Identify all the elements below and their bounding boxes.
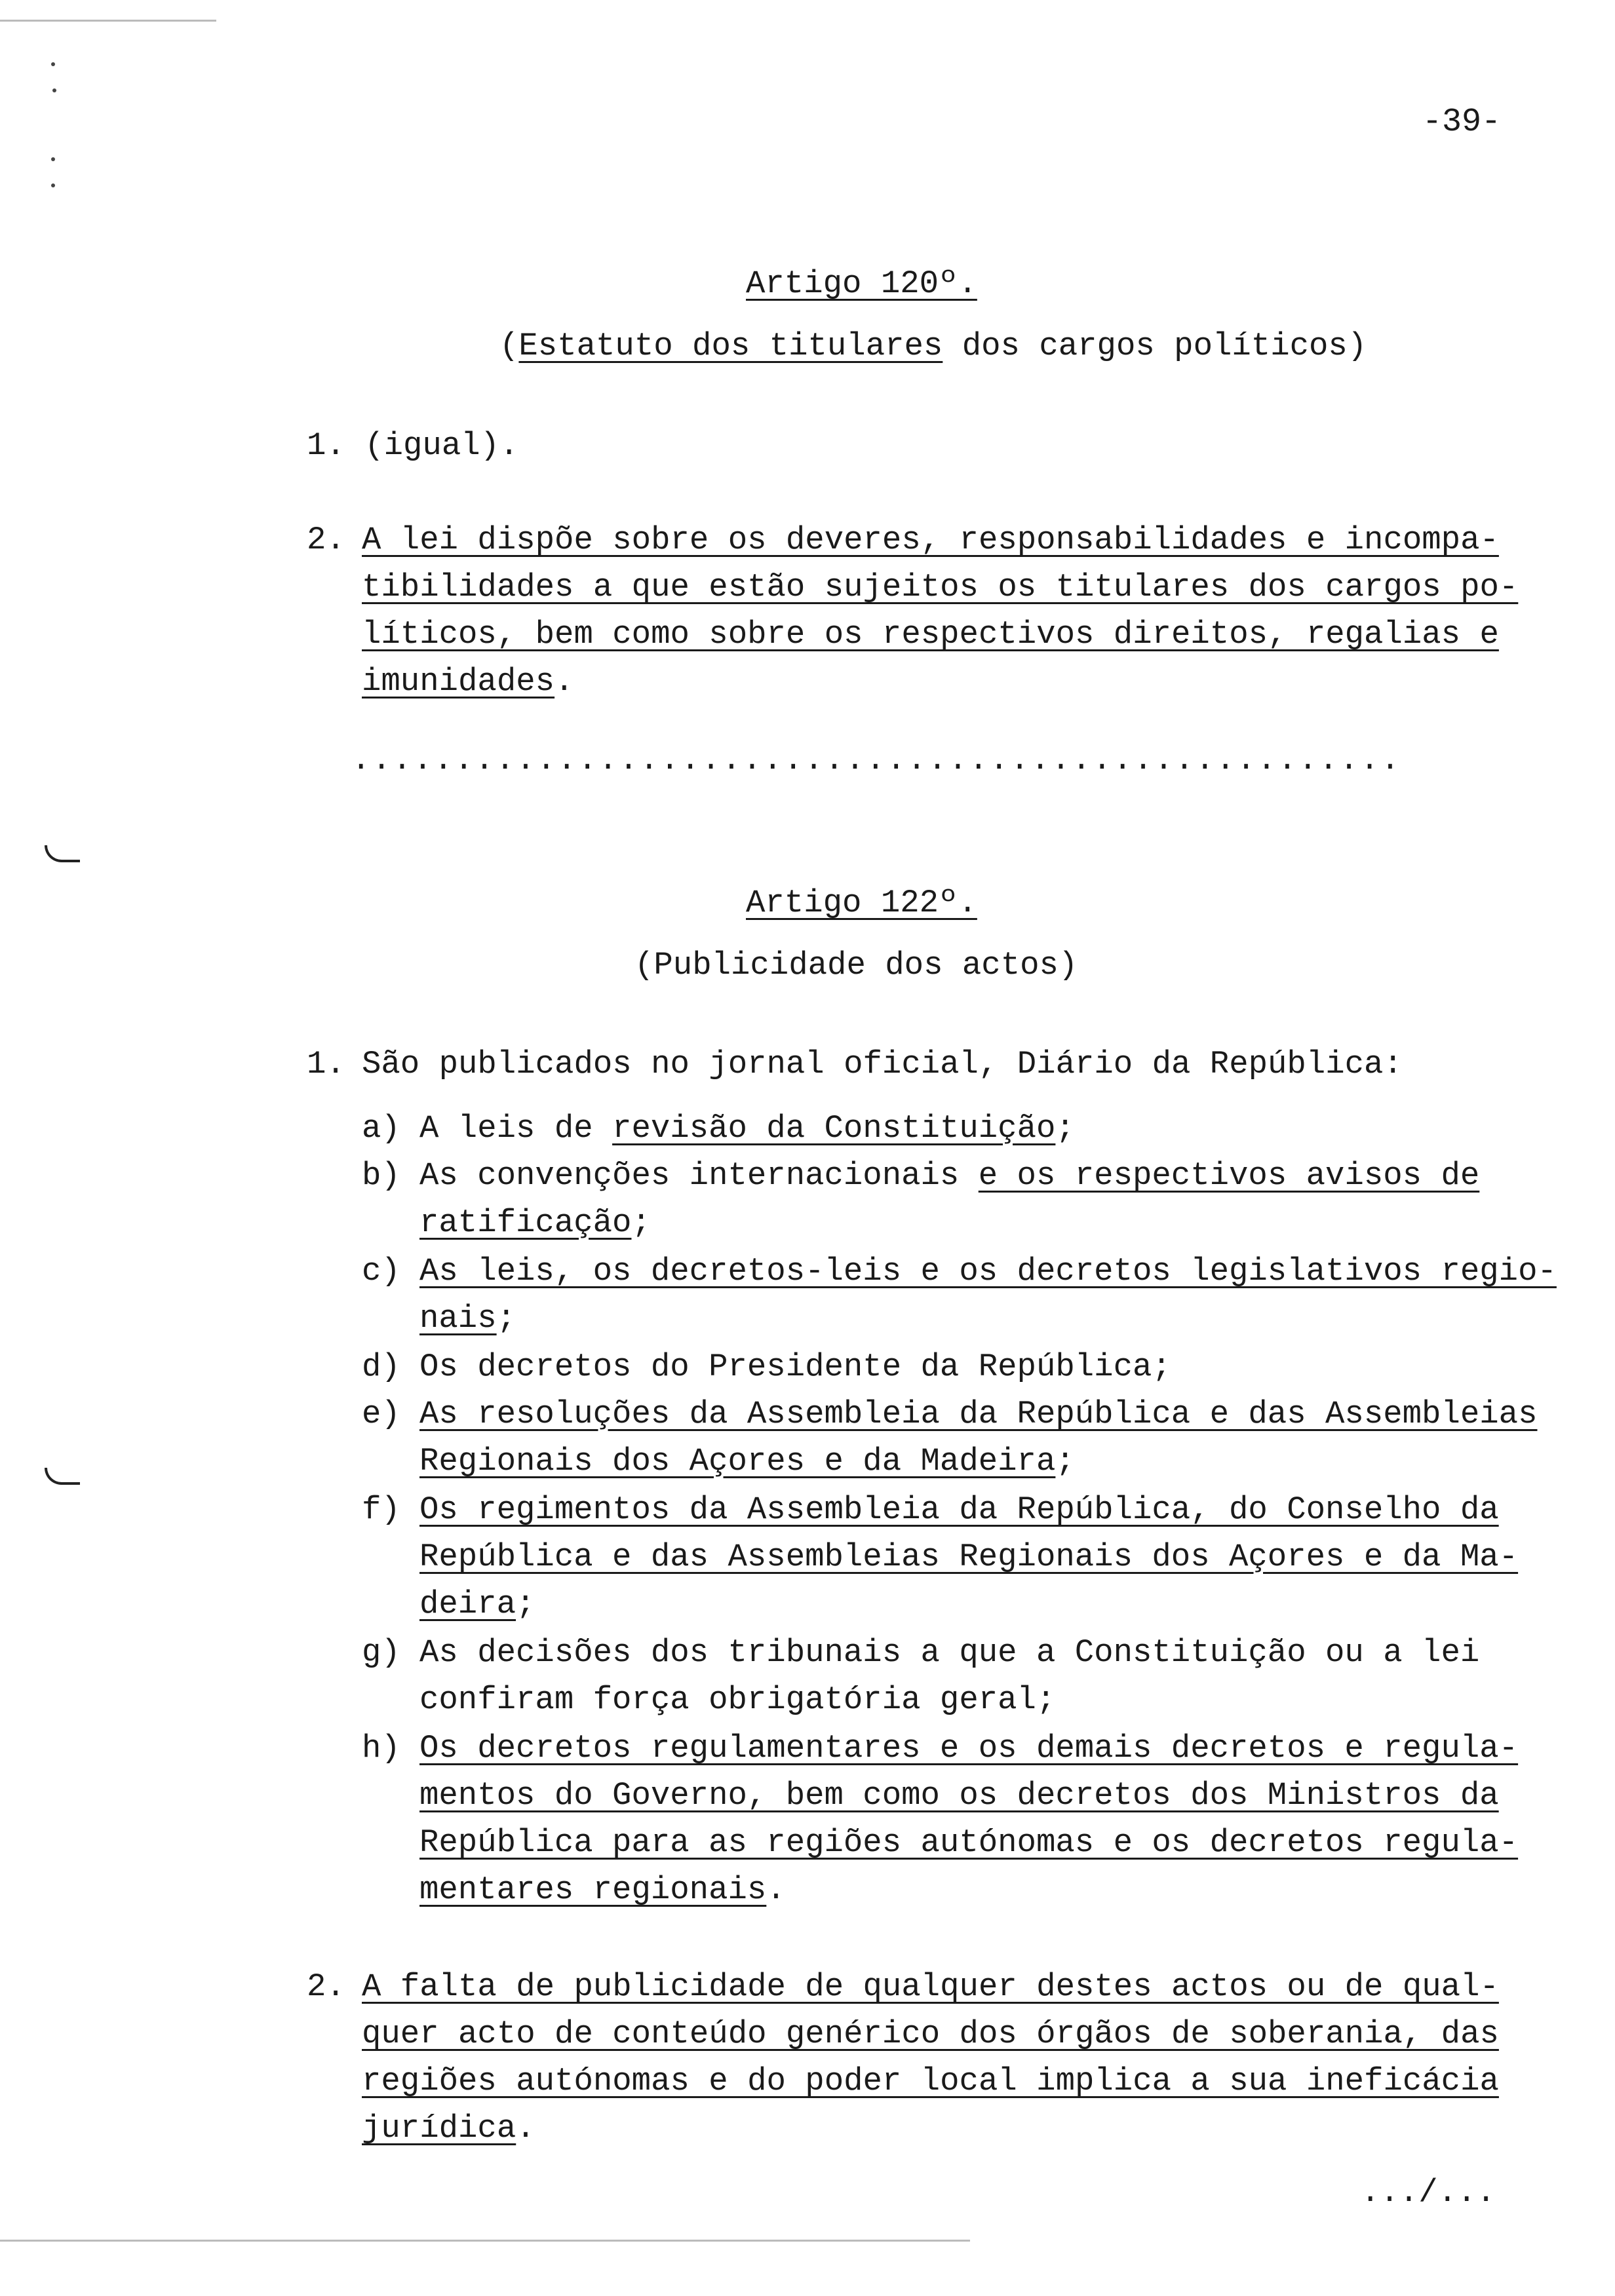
list-label-h: h) (362, 1730, 400, 1767)
list-item-h-line-3: República para as regiões autónomas e os decretos regula- (419, 1824, 1519, 1861)
article-122-item-2-line: quer acto de conteúdo genérico dos órgãos de soberania, das (362, 2016, 1499, 2052)
continuation-mark: .../... (1361, 2174, 1496, 2211)
list-item-a: A leis de revisão da Constituição; (419, 1110, 1075, 1147)
article-120-subtitle: (Estatuto dos titulares dos cargos políticos) (499, 328, 1367, 364)
list-item-e-line-2: Regionais dos Açores e da Madeira; (419, 1443, 1075, 1480)
article-122-item-2-line: jurídica. (362, 2110, 535, 2147)
list-item-d: Os decretos do Presidente da República; (419, 1349, 1171, 1385)
article-120-item-2-line: tibilidades a que estão sujeitos os titulares dos cargos po- (362, 569, 1519, 605)
margin-mark (45, 845, 80, 862)
scan-speck (52, 88, 56, 92)
list-item-g: As decisões dos tribunais a que a Constituição ou a lei (419, 1634, 1480, 1671)
list-label-g: g) (362, 1634, 400, 1671)
scan-edge-top (0, 20, 216, 22)
scan-edge-bottom (0, 2240, 970, 2242)
list-item-h-line-2: mentos do Governo, bem como os decretos dos Ministros da (419, 1777, 1499, 1814)
scan-speck (51, 157, 55, 161)
list-label-a: a) (362, 1110, 400, 1147)
list-item-e: As resoluções da Assembleia da República e das Assembleias (419, 1396, 1538, 1432)
list-item-c-line-2: nais; (419, 1300, 516, 1337)
list-item-h-line-4: mentares regionais. (419, 1871, 786, 1908)
list-item-f: Os regimentos da Assembleia da República, do Conselho da (419, 1491, 1499, 1528)
list-item-h: Os decretos regulamentares e os demais decretos e regula- (419, 1730, 1519, 1767)
list-label-c: c) (362, 1253, 400, 1290)
article-122-item-2-line: regiões autónomas e do poder local implica a sua ineficácia (362, 2063, 1499, 2099)
list-item-c: As leis, os decretos-leis e os decretos legislativos regio- (419, 1253, 1557, 1290)
list-label-d: d) (362, 1349, 400, 1385)
scan-speck (51, 183, 55, 187)
page-number: -39- (1422, 104, 1502, 141)
article-120-item-2-line: imunidades. (362, 663, 574, 700)
omission-dots: ................................................... (351, 742, 1401, 778)
article-120-item-2-number: 2. (307, 522, 345, 558)
list-label-e: e) (362, 1396, 400, 1432)
list-label-f: f) (362, 1491, 400, 1528)
article-122-item-2-number: 2. (307, 1968, 345, 2005)
list-item-b-line-2: ratificação; (419, 1204, 651, 1241)
article-122-title: Artigo 122º. (746, 885, 977, 921)
list-item-f-line-2: República e das Assembleias Regionais dos Açores e da Ma- (419, 1539, 1519, 1575)
article-120-item-2-line: A lei dispõe sobre os deveres, responsabilidades e incompa- (362, 522, 1499, 558)
article-120-item-1: 1. (igual). (307, 427, 519, 464)
article-122-subtitle: (Publicidade dos actos) (634, 947, 1078, 984)
list-label-b: b) (362, 1157, 400, 1194)
article-120-item-2-line: líticos, bem como sobre os respectivos direitos, regalias e (362, 616, 1499, 653)
article-122-item-2-line: A falta de publicidade de qualquer destes actos ou de qual- (362, 1968, 1499, 2005)
article-120-title: Artigo 120º. (746, 265, 977, 302)
scan-speck (51, 62, 55, 66)
list-item-b: As convenções internacionais e os respectivos avisos de (419, 1157, 1480, 1194)
list-item-f-line-3: deira; (419, 1586, 535, 1622)
list-item-g-line-2: confiram força obrigatória geral; (419, 1681, 1056, 1718)
article-122-item-1-number: 1. (307, 1046, 345, 1082)
article-122-item-1: São publicados no jornal oficial, Diário da República: (362, 1046, 1403, 1082)
margin-mark (45, 1468, 80, 1485)
